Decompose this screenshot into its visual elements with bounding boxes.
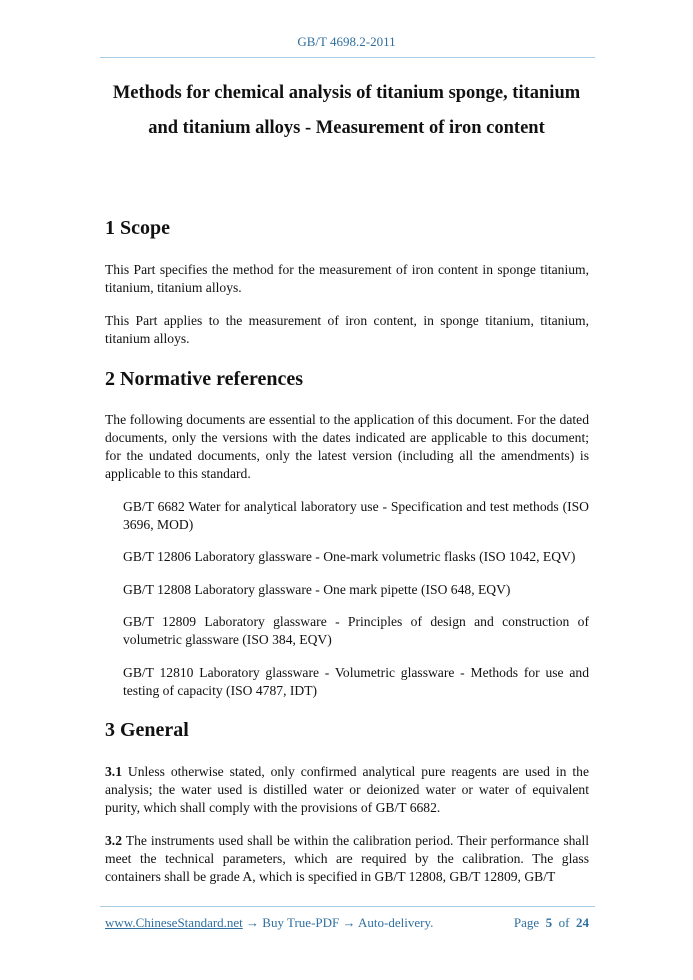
heading-normative-references: 2 Normative references xyxy=(105,368,304,390)
heading-general: 3 General xyxy=(105,719,189,741)
normative-paragraph: The following documents are essential to the application of this document. For the dated documents, only the versions with the dates indicated are applicable to this document; for the undated documents, only the latest version (including all the amendments) is applicable to this standard. xyxy=(105,412,589,481)
clause-3-1 xyxy=(105,763,589,817)
heading-scope: 1 Scope xyxy=(105,217,170,239)
scope-paragraph-2: This Part applies to the measurement of iron content, in sponge titanium, titanium, titanium alloys. xyxy=(105,313,589,346)
reference-item: GB/T 12810 Laboratory glassware - Volumetric glassware - Methods for use and testing of capacity (ISO 4787, IDT) xyxy=(123,665,589,698)
of-label: of xyxy=(558,915,570,930)
delivery-text: Auto-delivery. xyxy=(358,915,434,930)
header-rule xyxy=(100,57,595,58)
title-line-1: Methods for chemical analysis of titanium sponge, titanium xyxy=(112,83,581,103)
reference-item: GB/T 12808 Laboratory glassware - One mark pipette (ISO 648, EQV) xyxy=(123,582,511,597)
clause-number: 3.1 xyxy=(105,764,122,779)
footer xyxy=(105,915,589,931)
buy-text: Buy True-PDF xyxy=(262,915,340,930)
clause-text: The instruments used shall be within the calibration period. Their performance shall meet the technical parameters, which are required by the calibration. The glass containers shall be grade A, which is specified in GB/T 12808, GB/T 12809, GB/T xyxy=(105,833,589,884)
page-label: Page xyxy=(513,915,540,930)
reference-item: GB/T 6682 Water for analytical laboratory use - Specification and test methods (ISO 3696, MOD) xyxy=(123,499,589,532)
page-total: 24 xyxy=(576,915,589,930)
arrow-icon: → xyxy=(246,915,260,930)
footer-rule xyxy=(100,906,595,907)
clause-number: 3.2 xyxy=(105,833,122,848)
clause-text: Unless otherwise stated, only confirmed analytical pure reagents are used in the analysis; the water used is distilled water or deionized water or water of equivalent purity, which shall comply with the provisions of GB/T 6682. xyxy=(105,764,589,815)
title-line-2: and titanium alloys - Measurement of iron content xyxy=(148,118,545,138)
clause-3-2 xyxy=(105,832,589,886)
reference-item: GB/T 12809 Laboratory glassware - Principles of design and construction of volumetric glassware (ISO 384, EQV) xyxy=(123,614,589,647)
scope-paragraph-1: This Part specifies the method for the measurement of iron content in sponge titanium, titanium, titanium alloys. xyxy=(105,262,589,295)
arrow-icon: → xyxy=(342,915,356,930)
page-indicator xyxy=(514,915,589,931)
website-link[interactable]: www.ChineseStandard.net xyxy=(105,915,243,930)
document-title xyxy=(90,76,603,146)
header-doc-id: GB/T 4698.2-2011 xyxy=(297,34,396,49)
page-number: 5 xyxy=(545,915,553,930)
reference-item: GB/T 12806 Laboratory glassware - One-mark volumetric flasks (ISO 1042, EQV) xyxy=(123,549,576,564)
